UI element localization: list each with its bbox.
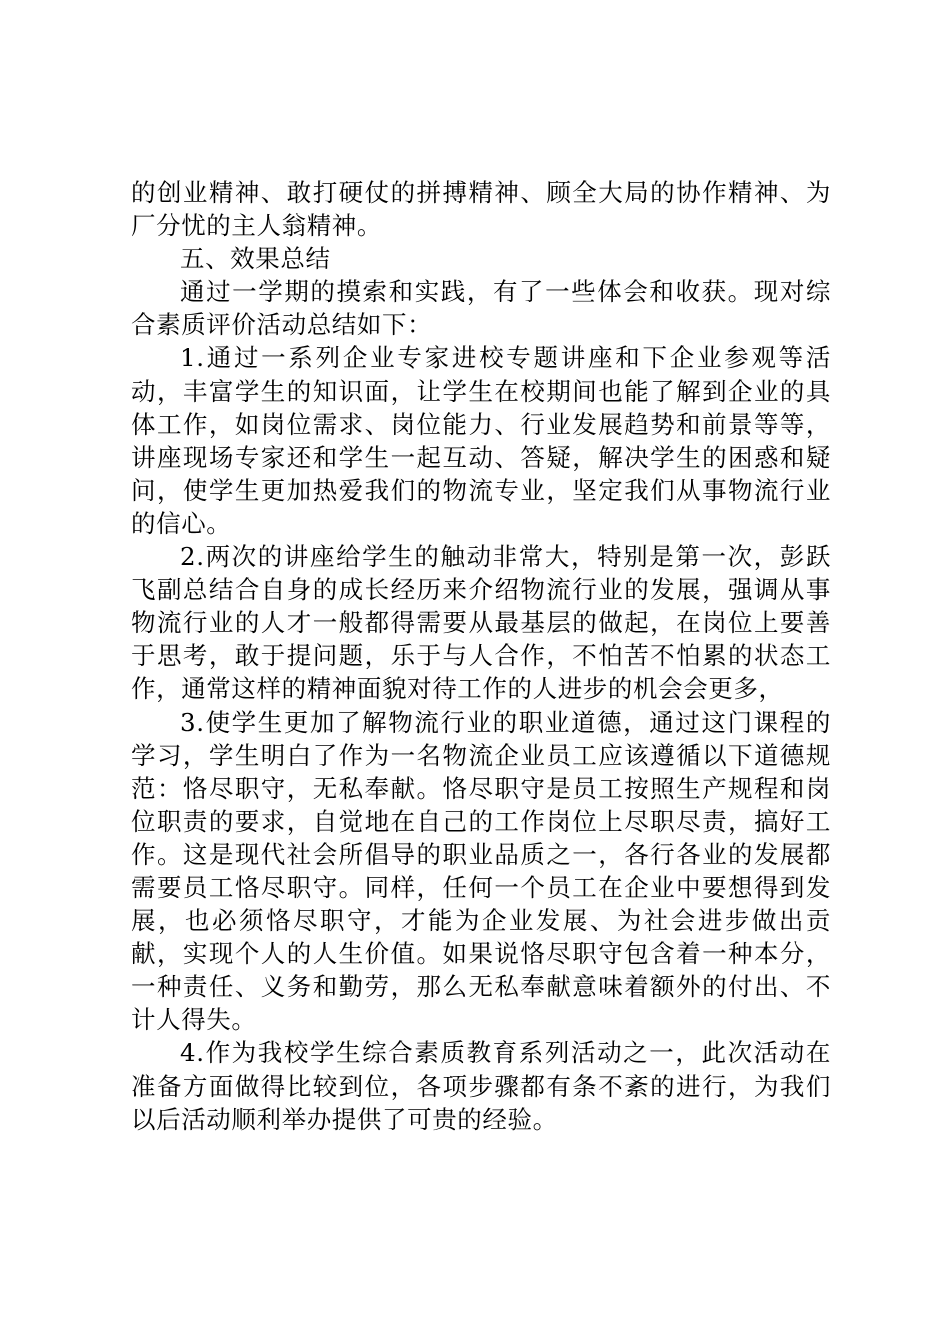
paragraph-intro: 通过一学期的摸索和实践，有了一些体会和收获。现对综合素质评价活动总结如下： [131, 277, 831, 340]
document-page [131, 176, 831, 1136]
paragraph-item-3: 3.使学生更加了解物流行业的职业道德，通过这门课程的学习，学生明白了作为一名物流企业员工应该遵循以下道德规范：恪尽职守，无私奉献。恪尽职守是员工按照生产规程和岗位职责的要求，自觉地在自己的工作岗位上尽职尽责，搞好工作。这是现代社会所倡导的职业品质之一，各行各业的发展都需要员工恪尽职守。同样，任何一个员工在企业中要想得到发展，也必须恪尽职守，才能为企业发展、为社会进步做出贡献，实现个人的人生价值。如果说恪尽职守包含着一种本分，一种责任、义务和勤劳，那么无私奉献意味着额外的付出、不计人得失。 [131, 707, 831, 1035]
paragraph-item-4: 4.作为我校学生综合素质教育系列活动之一，此次活动在准备方面做得比较到位，各项步骤都有条不紊的进行，为我们以后活动顺利举办提供了可贵的经验。 [131, 1038, 831, 1134]
paragraph-item-2: 2.两次的讲座给学生的触动非常大，特别是第一次，彭跃飞副总结合自身的成长经历来介绍物流行业的发展，强调从事物流行业的人才一般都得需要从最基层的做起，在岗位上要善于思考，敢于提问题，乐于与人合作，不怕苦不怕累的状态工作，通常这样的精神面貌对待工作的人进步的机会会更多， [131, 542, 831, 704]
paragraph-item-1: 1.通过一系列企业专家进校专题讲座和下企业参观等活动，丰富学生的知识面，让学生在校期间也能了解到企业的具体工作，如岗位需求、岗位能力、行业发展趋势和前景等等，讲座现场专家还和学生一起互动、答疑，解决学生的困惑和疑问，使学生更加热爱我们的物流专业，坚定我们从事物流行业的信心。 [131, 343, 831, 538]
section-heading: 五、效果总结 [180, 244, 331, 274]
paragraph-continuation: 的创业精神、敢打硬仗的拼搏精神、顾全大局的协作精神、为厂分忧的主人翁精神。 [131, 178, 831, 241]
